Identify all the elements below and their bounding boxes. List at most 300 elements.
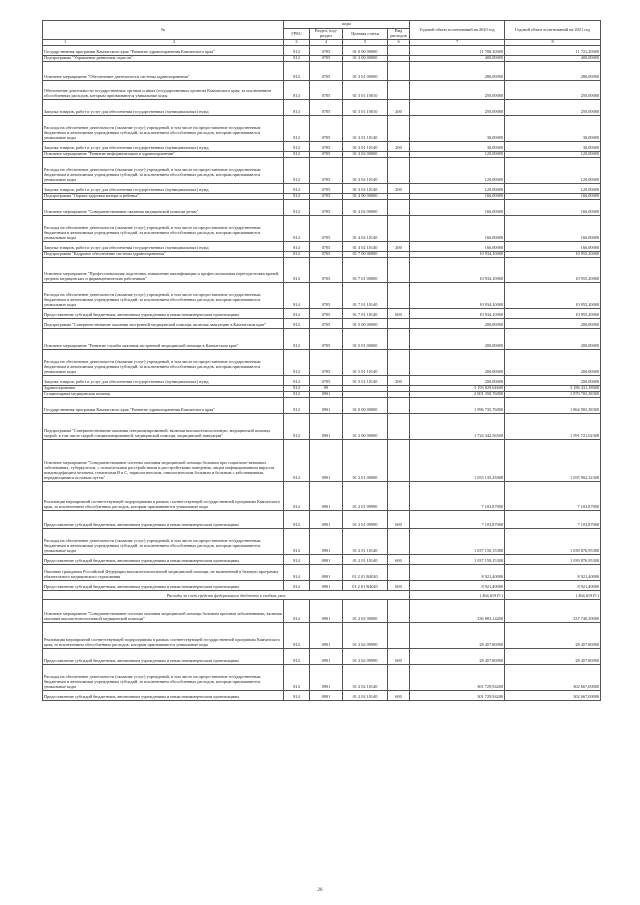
table-row	[43, 376, 601, 386]
target-article-code: 01 3 01 00000	[343, 62, 388, 81]
row-name: Расходы на обеспечение деятельности (оказание услуг) учреждений, в том числе на предоставление государственным бюджетным и автономным учреждениям субсидий, за исключением обособленных расходов, которым присваиваются уникальные коды	[43, 350, 284, 376]
row-name: Подпрограмма "Охрана здоровья матери и ребенка"	[43, 194, 284, 200]
target-article-code: 01 7 01 10140	[343, 309, 388, 319]
grbs-code: 814	[284, 554, 310, 564]
target-article-code: 01 4 02 10140	[343, 242, 388, 252]
amount-2020: 301 729,94200	[410, 690, 505, 700]
razdel-code: 0705	[310, 194, 343, 200]
amount-2020: ( 464,61915 )	[410, 590, 505, 599]
expense-type-code	[388, 397, 410, 413]
row-name: Закупка товаров, работ и услуг для обеспечения государственных (муниципальных) нужд	[43, 142, 284, 152]
grbs-code: 814	[284, 648, 310, 664]
target-article-code: 01 2 02 10140	[343, 690, 388, 700]
grbs-code: 814	[284, 216, 310, 242]
target-article-code: 01 2 00 00000	[343, 413, 388, 439]
grbs-code: 814	[284, 258, 310, 283]
razdel-code: 0901	[310, 622, 343, 648]
amount-2021: 3 186 431,18000	[505, 386, 601, 392]
amount-2021: 120,00000	[505, 158, 601, 184]
razdel-code: 0901	[310, 528, 343, 554]
grbs-code: 814	[284, 690, 310, 700]
table-row	[43, 690, 601, 700]
grbs-code: 814	[284, 599, 310, 622]
table-row	[43, 622, 601, 648]
razdel-code: 0705	[310, 216, 343, 242]
amount-2020: 10 934,10000	[410, 252, 505, 258]
grbs-code: 814	[284, 309, 310, 319]
amount-2021: 200,00000	[505, 376, 601, 386]
table-row	[43, 100, 601, 116]
document-page	[42, 20, 600, 701]
target-article-code: 01 3 01 10140	[343, 142, 388, 152]
expense-type-code	[388, 158, 410, 184]
target-article-code: 01 5 00 00000	[343, 319, 388, 329]
column-number: 4	[310, 40, 343, 46]
amount-2021: 1 864 903,38300	[505, 397, 601, 413]
expense-type-code: 200	[388, 242, 410, 252]
amount-2020: 1 996 735,76000	[410, 397, 505, 413]
amount-2020: 166,00000	[410, 242, 505, 252]
razdel-code: 0705	[310, 242, 343, 252]
amount-2020: 400,00000	[410, 56, 505, 62]
row-name: Расходы на обеспечение деятельности (оказание услуг) учреждений, в том числе на предоставление государственным бюджетным и автономным учреждениям субсидий, за исключением обособленных расходов, которым присваиваются уникальные коды	[43, 528, 284, 554]
grbs-code: 814	[284, 184, 310, 194]
table-row	[43, 319, 601, 329]
amount-2020: 280,00000	[410, 62, 505, 81]
razdel-code: 0705	[310, 56, 343, 62]
grbs-code: 814	[284, 81, 310, 100]
row-name: Реализация мероприятий соответствующей подпрограммы в рамках соответствующей государственной программы Камчатского края, за исключением обособленных расходов, которым присваиваются уникальные коды	[43, 481, 284, 510]
table-row	[43, 350, 601, 376]
row-name: Расходы на обеспечение деятельности (оказание услуг) учреждений, в том числе на предоставление государственным бюджетным и автономным учреждениям субсидий, за исключением обособленных расходов, которым присваиваются уникальные коды	[43, 158, 284, 184]
amount-2020: 8 921,40000	[410, 564, 505, 580]
target-article-code: 01 2 01 00000	[343, 439, 388, 481]
row-name: Предоставление субсидий бюджетным, автономным учреждениям и иным некоммерческим организациям	[43, 554, 284, 564]
amount-2021: 28 457,80000	[505, 648, 601, 664]
amount-2021: 30,00000	[505, 142, 601, 152]
table-row	[43, 46, 601, 56]
row-name: Предоставление субсидий бюджетным, автономным учреждениям и иным некоммерческим организациям	[43, 648, 284, 664]
target-article-code: 01 0 00 00000	[343, 46, 388, 56]
amount-2021: 200,00000	[505, 329, 601, 350]
table-row	[43, 116, 601, 142]
expense-type-code: 200	[388, 100, 410, 116]
grbs-code: 814	[284, 350, 310, 376]
amount-2020: 120,00000	[410, 184, 505, 194]
target-article-code: 01 4 02 00000	[343, 200, 388, 216]
grbs-code: 814	[284, 116, 310, 142]
amount-2021: 1 039 876,95300	[505, 528, 601, 554]
amount-2021: 166,00000	[505, 200, 601, 216]
amount-2020: 166,00000	[410, 200, 505, 216]
amount-2021: 200,00000	[505, 319, 601, 329]
grbs-code: 814	[284, 56, 310, 62]
table-row	[43, 590, 601, 599]
grbs-code: 814	[284, 622, 310, 648]
target-article-code: 01 3 01 10010	[343, 81, 388, 100]
row-name: Реализация мероприятий соответствующей подпрограммы в рамках соответствующей государственной программы Камчатского края, за исключением обособленных расходов, которым присваиваются уникальные коды	[43, 622, 284, 648]
target-article-code: 01 2 02 00000	[343, 599, 388, 622]
amount-2020: 1 037 150,15300	[410, 528, 505, 554]
expense-type-code: 600	[388, 580, 410, 590]
table-row	[43, 283, 601, 309]
amount-2021: 10 955,20000	[505, 258, 601, 283]
razdel-code: 0705	[310, 319, 343, 329]
amount-2021: 10 955,20000	[505, 283, 601, 309]
amount-2020: 1 037 150,15300	[410, 554, 505, 564]
row-name: Основное мероприятие "Развитие информатизации в здравоохранении"	[43, 152, 284, 158]
razdel-code: 0705	[310, 142, 343, 152]
amount-2020: 7 103,87000	[410, 510, 505, 528]
razdel-code: 0901	[310, 648, 343, 664]
target-article-code: 01 2 01 10140	[343, 528, 388, 554]
amount-2020: 166,00000	[410, 194, 505, 200]
amount-2020: 250,00000	[410, 81, 505, 100]
row-name: Подпрограмма "Совершенствование оказания экстренной медицинской помощи, включая эвакуацию в Камчатском крае"	[43, 319, 284, 329]
amount-2021: 166,00000	[505, 216, 601, 242]
column-number: 5	[343, 40, 388, 46]
amount-2021: 7 103,87000	[505, 510, 601, 528]
amount-2020: 30,00000	[410, 142, 505, 152]
target-article-code: 01 3 01 10010	[343, 100, 388, 116]
row-name: Стационарная медицинская помощь	[43, 391, 284, 397]
razdel-code: 0705	[310, 283, 343, 309]
grbs-code: 814	[284, 252, 310, 258]
target-article-code: 01 4 02 10140	[343, 216, 388, 242]
table-row	[43, 242, 601, 252]
amount-2020: 8 921,40000	[410, 580, 505, 590]
expense-type-code: 600	[388, 554, 410, 564]
row-name: Предоставление субсидий бюджетным, автономным учреждениям и иным некоммерческим организациям	[43, 510, 284, 528]
row-name: Здравоохранение	[43, 386, 284, 392]
header-grbs: ГРБС	[284, 29, 310, 40]
expense-type-code: 200	[388, 376, 410, 386]
grbs-code: 814	[284, 46, 310, 56]
razdel-code: 0705	[310, 350, 343, 376]
razdel-code: 0705	[310, 100, 343, 116]
row-name: Основное мероприятие "Совершенствование оказания медицинской помощи детям"	[43, 200, 284, 216]
row-name: Основное мероприятие "Профессиональная подготовка, повышение квалификации и профессиональная переподготовка врачей, средних медицинских и фармацевтических работников"	[43, 258, 284, 283]
header-year-2020: Годовой объем ассигнований на 2020 год	[410, 21, 505, 40]
table-row	[43, 62, 601, 81]
amount-2021: 337 740,30000	[505, 599, 601, 622]
target-article-code: 01 2 01 09990	[343, 481, 388, 510]
row-name: Расходы на обеспечение деятельности (оказание услуг) учреждений, в том числе на предоставление государственным бюджетным и автономным учреждениям субсидий, за исключением обособленных расходов, которым присваиваются уникальные коды	[43, 216, 284, 242]
table-row	[43, 397, 601, 413]
expense-type-code	[388, 528, 410, 554]
expense-type-code	[388, 81, 410, 100]
razdel-code: 0901	[310, 397, 343, 413]
amount-2021: 400,00000	[505, 56, 601, 62]
grbs-code: 814	[284, 413, 310, 439]
amount-2021: 1 870 703,38300	[505, 391, 601, 397]
amount-2020: 250,00000	[410, 100, 505, 116]
amount-2021: 120,00000	[505, 184, 601, 194]
header-target-article: Целевая статья	[343, 29, 388, 40]
row-name: Предоставление субсидий бюджетным, автономным учреждениям и иным некоммерческим организациям	[43, 690, 284, 700]
razdel-code: 0901	[310, 510, 343, 528]
target-article-code: 01 3 00 00000	[343, 56, 388, 62]
razdel-code: 0901	[310, 664, 343, 690]
grbs-code: 814	[284, 664, 310, 690]
razdel-code: 0901	[310, 599, 343, 622]
amount-2021: 200,00000	[505, 350, 601, 376]
grbs-code: 814	[284, 564, 310, 580]
razdel-code: 0901	[310, 690, 343, 700]
expense-type-code: 200	[388, 184, 410, 194]
amount-2021: ( 464,61915 )	[505, 590, 601, 599]
header-year-2021: Годовой объем ассигнований на 2021 год	[505, 21, 601, 40]
razdel-code: 0705	[310, 309, 343, 319]
amount-2021: 166,00000	[505, 242, 601, 252]
table-row	[43, 81, 601, 100]
column-number-2: 2	[173, 39, 176, 45]
expense-type-code	[388, 258, 410, 283]
razdel-code: 0705	[310, 116, 343, 142]
grbs-code: 814	[284, 158, 310, 184]
table-row	[43, 664, 601, 690]
target-article-code: 01 3 01 10140	[343, 116, 388, 142]
table-row	[43, 580, 601, 590]
target-article-code: 01 2 02 10140	[343, 664, 388, 690]
razdel-code: 0705	[310, 81, 343, 100]
amount-2020: 1 724 342,56500	[410, 413, 505, 439]
expense-type-code	[388, 413, 410, 439]
table-row	[43, 554, 601, 564]
expense-type-code	[388, 283, 410, 309]
row-name: Основное мероприятие "Обеспечение деятельности системы здравоохранения"	[43, 62, 284, 81]
table-row	[43, 216, 601, 242]
table-row	[43, 439, 601, 481]
target-article-code: 01 2 02 09990	[343, 622, 388, 648]
expense-type-code	[388, 350, 410, 376]
row-name: Основное мероприятие "Развитие службы оказания экстренной медицинской помощи в Камчатском крае"	[43, 329, 284, 350]
expense-type-code: 600	[388, 510, 410, 528]
razdel-code: 0705	[310, 184, 343, 194]
razdel-code: 0705	[310, 62, 343, 81]
amount-2020: 30,00000	[410, 116, 505, 142]
amount-2020: 2 001 358,76000	[410, 391, 505, 397]
row-name: Закупка товаров, работ и услуг для обеспечения государственных (муниципальных) нужд	[43, 100, 284, 116]
row-name: Предоставление субсидий бюджетным, автономным учреждениям и иным некоммерческим организациям	[43, 309, 284, 319]
target-article-code: 01 5 01 00000	[343, 329, 388, 350]
razdel-code: 0705	[310, 376, 343, 386]
table-body	[43, 46, 601, 701]
grbs-code: 814	[284, 152, 310, 158]
row-name: Обеспечение деятельности государственных органов и иных (государственных органов) Камчатского края, за исключением обособленных расходов, которым присваиваются уникальные коды	[43, 81, 284, 100]
expense-type-code	[388, 216, 410, 242]
amount-2020: 7 103,87000	[410, 481, 505, 510]
amount-2021: 250,00000	[505, 81, 601, 100]
target-article-code: 01 7 00 00000	[343, 252, 388, 258]
target-article-code: 01 3 02 10140	[343, 158, 388, 184]
razdel-code: 0901	[310, 439, 343, 481]
razdel-code: 09	[310, 386, 343, 392]
grbs-code: 814	[284, 510, 310, 528]
amount-2021: 10 955,20000	[505, 309, 601, 319]
razdel-code: 0705	[310, 200, 343, 216]
table-row	[43, 528, 601, 554]
amount-2020: 200,00000	[410, 329, 505, 350]
table-row	[43, 184, 601, 194]
expense-type-code	[388, 564, 410, 580]
target-article-code: 01 2 01 R4020	[343, 580, 388, 590]
amount-2020: 120,00000	[410, 158, 505, 184]
razdel-code: 0901	[310, 481, 343, 510]
table-row	[43, 510, 601, 528]
row-name: Закупка товаров, работ и услуг для обеспечения государственных (муниципальных) нужд	[43, 242, 284, 252]
table-row	[43, 648, 601, 664]
amount-2021: 8 921,40000	[505, 580, 601, 590]
grbs-code: 814	[284, 580, 310, 590]
table-row	[43, 481, 601, 510]
target-article-code: 01 2 01 R4020	[343, 564, 388, 580]
amount-2020: 10 934,10000	[410, 309, 505, 319]
row-name: Государственная программа Камчатского края "Развитие здравоохранения Камчатского края"	[43, 397, 284, 413]
page-number: 26	[317, 888, 323, 893]
row-name: Расходы на обеспечение деятельности (оказание услуг) учреждений, в том числе на предоставление государственным бюджетным и автономным учреждениям субсидий, за исключением обособленных расходов, которым присваиваются уникальные коды	[43, 664, 284, 690]
row-name: Подпрограмма "Совершенствование оказания специализированной, включая высокотехнологичную, медицинской помощи, скорой, в том числе скорой специализированной, медицинской помощи, медицинской эвакуации"	[43, 413, 284, 439]
row-name: Основное мероприятие "Совершенствование системы оказания медицинской помощи больным при социально-значимых заболеваниях, туберкулезом, с психическими расстройствами и расстройствами поведения, лицам инфицированным вирусом иммунодефицита человека, гепатитами В и С, наркологическим, онкологическим больным и больным с заболеваниями, передающимися половым путем"	[43, 439, 284, 481]
row-name: Расходы на обеспечение деятельности (оказание услуг) учреждений, в том числе на предоставление государственным бюджетным и автономным учреждениям субсидий, за исключением обособленных расходов, которым присваиваются уникальные коды	[43, 116, 284, 142]
amount-2021: 10 955,20000	[505, 252, 601, 258]
target-article-code: 01 4 00 00000	[343, 194, 388, 200]
expense-type-code	[388, 481, 410, 510]
expense-type-code	[388, 200, 410, 216]
target-article-code: 01 7 01 00000	[343, 258, 388, 283]
table-row	[43, 142, 601, 152]
grbs-code: 814	[284, 242, 310, 252]
razdel-code: 0901	[310, 391, 343, 397]
razdel-code: 0705	[310, 152, 343, 158]
razdel-code: 0705	[310, 252, 343, 258]
amount-2021: 28 457,80000	[505, 622, 601, 648]
expense-type-code: 200	[388, 142, 410, 152]
target-article-code: 01 2 02 09990	[343, 648, 388, 664]
grbs-code: 814	[284, 329, 310, 350]
table-row	[43, 329, 601, 350]
amount-2020: 301 729,94200	[410, 664, 505, 690]
table-row	[43, 564, 601, 580]
grbs-code: 814	[284, 200, 310, 216]
amount-2020: 166,00000	[410, 216, 505, 242]
amount-2020: 28 457,80000	[410, 622, 505, 648]
amount-2020: 10 934,10000	[410, 283, 505, 309]
target-article-code: 01 2 01 10140	[343, 554, 388, 564]
row-name: Расходы на обеспечение деятельности (оказание услуг) учреждений, в том числе на предоставление государственным бюджетным и автономным учреждениям субсидий, за исключением обособленных расходов, которым присваиваются уникальные коды	[43, 283, 284, 309]
header-codes: коды	[284, 21, 410, 29]
row-name: Основное мероприятие "Совершенствование системы оказания медицинской помощи больным прочими заболеваниями, включая оказания высокотехнологичной медицинской помощи"	[43, 599, 284, 622]
row-name: Предоставление субсидий бюджетным, автономным учреждениям и иным некоммерческим организациям	[43, 580, 284, 590]
grbs-code: 814	[284, 481, 310, 510]
amount-2020: 28 457,80000	[410, 648, 505, 664]
grbs-code: 814	[284, 319, 310, 329]
amount-2021: 166,00000	[505, 194, 601, 200]
table-row	[43, 413, 601, 439]
grbs-code: 814	[284, 62, 310, 81]
expense-type-code	[388, 116, 410, 142]
expense-type-code	[388, 599, 410, 622]
amount-2021: 302 667,00000	[505, 664, 601, 690]
target-article-code: 01 7 01 10140	[343, 283, 388, 309]
grbs-code: 814	[284, 386, 310, 392]
razdel-code: 0705	[310, 258, 343, 283]
amount-2021: 11 721,20000	[505, 46, 601, 56]
table-row	[43, 309, 601, 319]
amount-2020: 120,00000	[410, 152, 505, 158]
amount-2020: 10 934,10000	[410, 258, 505, 283]
amount-2021: 250,00000	[505, 100, 601, 116]
amount-2020: 200,00000	[410, 376, 505, 386]
amount-2021: 120,00000	[505, 152, 601, 158]
razdel-code: 0901	[310, 413, 343, 439]
target-article-code: 01 3 02 00000	[343, 152, 388, 158]
amount-2021: 7 103,87000	[505, 481, 601, 510]
amount-2021: 1 039 876,95300	[505, 554, 601, 564]
row-name: Подпрограмма "Управление развитием отрасли"	[43, 56, 284, 62]
target-article-code: 01 3 02 10140	[343, 184, 388, 194]
row-name: Подпрограмма "Кадровое обеспечение системы здравоохранения"	[43, 252, 284, 258]
grbs-code: 814	[284, 397, 310, 413]
target-article-code: 01 0 00 00000	[343, 397, 388, 413]
grbs-code: 814	[284, 194, 310, 200]
expense-type-code	[388, 46, 410, 56]
amount-2021: 30,00000	[505, 116, 601, 142]
expense-type-code	[388, 329, 410, 350]
federal-budget-note: Расходы за счет средств федерального бюджета в скобках указ	[43, 590, 410, 599]
row-name: Закупка товаров, работ и услуг для обеспечения государственных (муниципальных) нужд	[43, 184, 284, 194]
header-no: №	[43, 21, 284, 40]
amount-2021: 302 667,00000	[505, 690, 601, 700]
amount-2021: 8 921,40000	[505, 564, 601, 580]
amount-2020: 200,00000	[410, 319, 505, 329]
expense-type-code: 600	[388, 309, 410, 319]
grbs-code: 814	[284, 376, 310, 386]
row-name: Оказание гражданам Российской Федерации высокотехнологичной медицинской помощи, не включенной в базовую программу обязательного медицинского страхования	[43, 564, 284, 580]
budget-table	[42, 20, 601, 701]
grbs-code: 814	[284, 142, 310, 152]
table-row	[43, 599, 601, 622]
razdel-code: 0705	[310, 329, 343, 350]
column-number: 8	[505, 40, 601, 46]
table-row	[43, 258, 601, 283]
expense-type-code: 600	[388, 648, 410, 664]
expense-type-code: 600	[388, 690, 410, 700]
grbs-code: 814	[284, 100, 310, 116]
header-razdel: Раздел, под-раздел	[310, 29, 343, 40]
target-article-code: 01 5 01 10140	[343, 350, 388, 376]
amount-2020: 1 053 135,43000	[410, 439, 505, 481]
table-row	[43, 200, 601, 216]
expense-type-code	[388, 319, 410, 329]
column-number-1: 1	[64, 39, 67, 45]
grbs-code: 814	[284, 528, 310, 554]
column-number: 7	[410, 40, 505, 46]
header-expense-type: Вид расходов	[388, 29, 410, 40]
razdel-code: 0705	[310, 46, 343, 56]
amount-2020: 3 193 829,64600	[410, 386, 505, 392]
razdel-code: 0901	[310, 580, 343, 590]
amount-2021: 1 055 902,32300	[505, 439, 601, 481]
amount-2020: 336 883,14200	[410, 599, 505, 622]
razdel-code: 0901	[310, 554, 343, 564]
amount-2021: 280,00000	[505, 62, 601, 81]
grbs-code: 814	[284, 283, 310, 309]
amount-2021: 1 591 721,02300	[505, 413, 601, 439]
row-name: Государственная программа Камчатского края "Развитие здравоохранения Камчатского края"	[43, 46, 284, 56]
column-number: 6	[388, 40, 410, 46]
expense-type-code	[388, 664, 410, 690]
